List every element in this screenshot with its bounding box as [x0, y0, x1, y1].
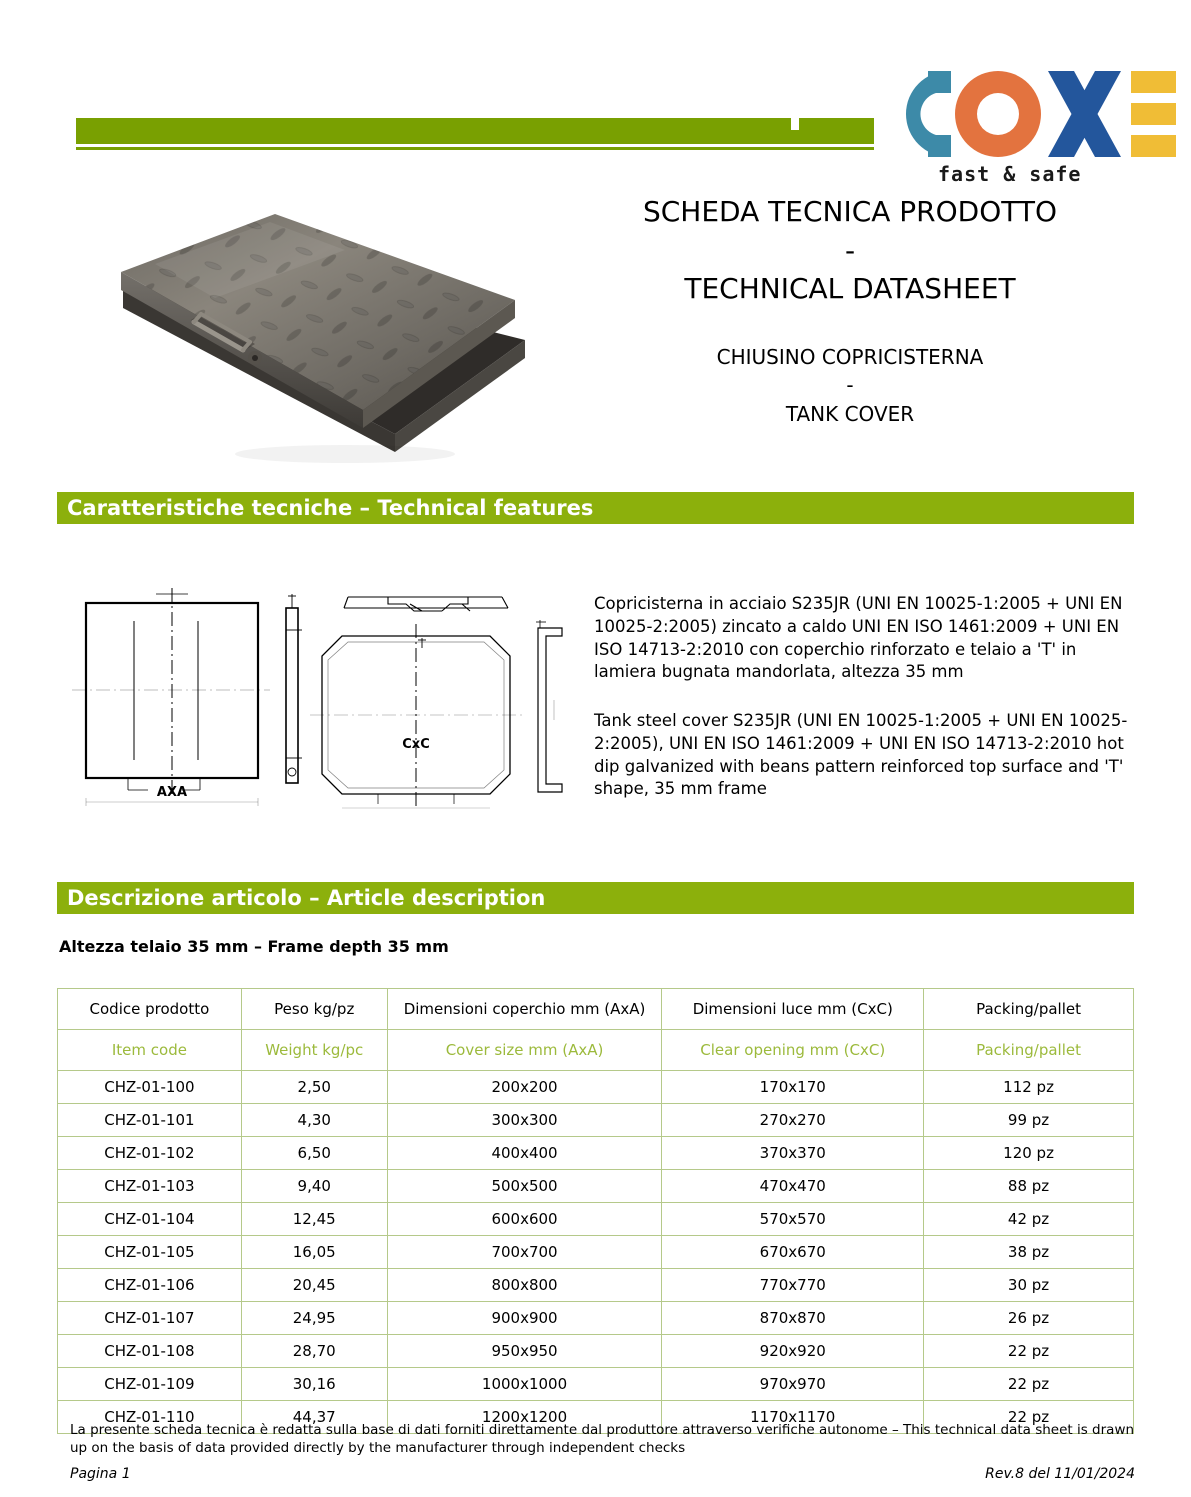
- title-line-italian: SCHEDA TECNICA PRODOTTO: [642, 195, 1058, 228]
- table-row: [58, 1071, 1134, 1104]
- cell-cover-size: 1200x1200: [387, 1401, 662, 1434]
- header-weight: Weight kg/pc: [241, 1030, 387, 1071]
- cell-packing: 42 pz: [924, 1203, 1134, 1236]
- header-clear-opening: Clear opening mm (CxC): [662, 1030, 924, 1071]
- cell-packing: 22 pz: [924, 1368, 1134, 1401]
- cell-clear-opening: 170x170: [662, 1071, 924, 1104]
- cell-item-code: CHZ-01-110: [58, 1401, 242, 1434]
- cell-cover-size: 600x600: [387, 1203, 662, 1236]
- cell-item-code: CHZ-01-106: [58, 1269, 242, 1302]
- table-body: [58, 1071, 1134, 1434]
- subtitle-italian: CHIUSINO COPRICISTERNA: [716, 344, 984, 369]
- cell-cover-size: 900x900: [387, 1302, 662, 1335]
- tank-cover-illustration: [95, 172, 545, 472]
- product-photo: [95, 172, 545, 472]
- table-row: [58, 1335, 1134, 1368]
- article-specification-table: [57, 988, 1134, 1434]
- cell-clear-opening: 770x770: [662, 1269, 924, 1302]
- cell-cover-size: 950x950: [387, 1335, 662, 1368]
- cell-item-code: CHZ-01-100: [58, 1071, 242, 1104]
- cell-weight: 2,50: [241, 1071, 387, 1104]
- cell-packing: 38 pz: [924, 1236, 1134, 1269]
- cell-weight: 30,16: [241, 1368, 387, 1401]
- header-item-code: Item code: [58, 1030, 242, 1071]
- cell-packing: 99 pz: [924, 1104, 1134, 1137]
- cell-weight: 12,45: [241, 1203, 387, 1236]
- cell-cover-size: 700x700: [387, 1236, 662, 1269]
- article-table-container: [57, 988, 1134, 1434]
- technical-features-text: [594, 593, 1142, 801]
- footer-bar: [70, 1466, 1135, 1482]
- title-separator-1: -: [844, 233, 856, 267]
- cell-clear-opening: 570x570: [662, 1203, 924, 1236]
- table-row: [58, 1269, 1134, 1302]
- header-peso: Peso kg/pz: [241, 989, 387, 1030]
- cell-clear-opening: 1170x1170: [662, 1401, 924, 1434]
- cell-packing: 22 pz: [924, 1335, 1134, 1368]
- table-row: [58, 1170, 1134, 1203]
- subtitle-english: TANK COVER: [785, 401, 915, 426]
- features-paragraph-italian: Copricisterna in acciaio S235JR (UNI EN 10025-1:2005 + UNI EN 10025-2:2005) zincato a caldo UNI EN ISO 1461:2009 + UNI EN ISO 14713-2:2010 con coperchio rinforzato e telaio a 'T' in lamiera bugnata mandorlata, altezza 35 mm: [594, 594, 1123, 682]
- drawing-label-axa: AXA: [156, 785, 188, 800]
- cell-item-code: CHZ-01-102: [58, 1137, 242, 1170]
- cell-packing: 120 pz: [924, 1137, 1134, 1170]
- cell-cover-size: 800x800: [387, 1269, 662, 1302]
- cell-weight: 44,37: [241, 1401, 387, 1434]
- cell-cover-size: 300x300: [387, 1104, 662, 1137]
- cell-weight: 9,40: [241, 1170, 387, 1203]
- drawing-label-cxc: CxC: [402, 737, 430, 752]
- cell-packing: 112 pz: [924, 1071, 1134, 1104]
- header-cover-size: Cover size mm (AxA): [387, 1030, 662, 1071]
- page-title: [600, 193, 1100, 428]
- table-row: [58, 1203, 1134, 1236]
- cell-item-code: CHZ-01-104: [58, 1203, 242, 1236]
- cell-clear-opening: 370x370: [662, 1137, 924, 1170]
- cell-weight: 16,05: [241, 1236, 387, 1269]
- cell-packing: 26 pz: [924, 1302, 1134, 1335]
- header-codice-prodotto: Codice prodotto: [58, 989, 242, 1030]
- cell-cover-size: 200x200: [387, 1071, 662, 1104]
- cell-weight: 4,30: [241, 1104, 387, 1137]
- header-decorative-bar: [76, 118, 876, 150]
- header-dimensioni-coperchio: Dimensioni coperchio mm (AxA): [387, 989, 662, 1030]
- table-row: [58, 1137, 1134, 1170]
- cell-item-code: CHZ-01-105: [58, 1236, 242, 1269]
- cell-item-code: CHZ-01-109: [58, 1368, 242, 1401]
- cell-weight: 20,45: [241, 1269, 387, 1302]
- header-bar-notch: [791, 130, 799, 144]
- table-header-row-english: [58, 1030, 1134, 1071]
- cell-weight: 24,95: [241, 1302, 387, 1335]
- footer-page-number: Pagina 1: [70, 1466, 131, 1482]
- table-row: [58, 1236, 1134, 1269]
- cell-cover-size: 400x400: [387, 1137, 662, 1170]
- cell-cover-size: 500x500: [387, 1170, 662, 1203]
- cell-packing: 30 pz: [924, 1269, 1134, 1302]
- drawing-views: [70, 580, 580, 820]
- cell-packing: 88 pz: [924, 1170, 1134, 1203]
- frame-depth-label: Altezza telaio 35 mm – Frame depth 35 mm: [59, 937, 449, 956]
- section-header-article-description: Descrizione articolo – Article description: [57, 882, 1134, 914]
- table-row: [58, 1302, 1134, 1335]
- header-packing-pallet: Packing/pallet: [924, 1030, 1134, 1071]
- cell-clear-opening: 470x470: [662, 1170, 924, 1203]
- cell-weight: 6,50: [241, 1137, 387, 1170]
- subtitle-separator: -: [846, 373, 854, 398]
- cell-cover-size: 1000x1000: [387, 1368, 662, 1401]
- cell-item-code: CHZ-01-108: [58, 1335, 242, 1368]
- cell-clear-opening: 970x970: [662, 1368, 924, 1401]
- table-row: [58, 1368, 1134, 1401]
- cell-clear-opening: 870x870: [662, 1302, 924, 1335]
- header-packing-pallet-it: Packing/pallet: [924, 989, 1134, 1030]
- table-row: [58, 1104, 1134, 1137]
- header-dimensioni-luce: Dimensioni luce mm (CxC): [662, 989, 924, 1030]
- cell-item-code: CHZ-01-101: [58, 1104, 242, 1137]
- logo-tagline: fast & safe: [938, 162, 1082, 186]
- cell-item-code: CHZ-01-103: [58, 1170, 242, 1203]
- cell-clear-opening: 920x920: [662, 1335, 924, 1368]
- header-bar-underline: [76, 147, 874, 150]
- footer-revision: Rev.8 del 11/01/2024: [985, 1466, 1135, 1482]
- header-bar-main: [76, 118, 791, 144]
- cell-clear-opening: 670x670: [662, 1236, 924, 1269]
- section-header-technical-features: Caratteristiche tecniche – Technical features: [57, 492, 1134, 524]
- cell-item-code: CHZ-01-107: [58, 1302, 242, 1335]
- header-bar-block: [799, 118, 874, 144]
- footer-disclaimer: La presente scheda tecnica è redatta sulla base di dati forniti direttamente dal produttore attraverso verifiche autonome – This technical data sheet is drawn up on the basis of data provided directly by the manufacturer through independent checks: [70, 1422, 1135, 1457]
- title-line-english: TECHNICAL DATASHEET: [684, 272, 1016, 306]
- cell-clear-opening: 270x270: [662, 1104, 924, 1137]
- coxe-logo: [876, 58, 1176, 188]
- table-header-row-italian: [58, 989, 1134, 1030]
- cell-weight: 28,70: [241, 1335, 387, 1368]
- cell-packing: 22 pz: [924, 1401, 1134, 1434]
- technical-drawings: [70, 580, 580, 820]
- features-paragraph-english: Tank steel cover S235JR (UNI EN 10025-1:2005 + UNI EN 10025-2:2005), UNI EN ISO 1461:2009 + UNI EN ISO 14713-2:2010 hot dip galvanized with beans pattern reinforced top surface and 'T' shape, 35 mm frame: [594, 711, 1128, 799]
